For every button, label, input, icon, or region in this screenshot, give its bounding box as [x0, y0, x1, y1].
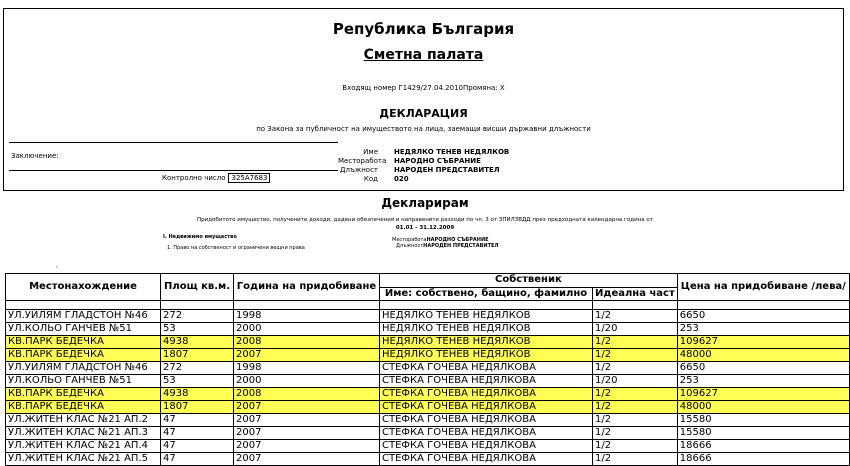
conclusion-field — [9, 142, 338, 171]
cell-share: 1/2 — [593, 453, 678, 466]
cell-price: 15580 — [677, 427, 849, 440]
cell-owner: СТЕФКА ГОЧЕВА НЕДЯЛКОВА — [380, 362, 593, 375]
cell-share: 1/2 — [593, 414, 678, 427]
col-header-price: Цена на придобиване /лева/ — [677, 274, 849, 301]
cell-area: 1807 — [161, 349, 234, 362]
cell-location: УЛ.КОЛЬО ГАНЧЕВ №51 — [6, 375, 161, 388]
cell-owner: НЕДЯЛКО ТЕНЕВ НЕДЯЛКОВ — [380, 323, 593, 336]
table-spacer-row — [6, 301, 850, 310]
cell-price: 48000 — [677, 401, 849, 414]
cell-area: 4938 — [161, 388, 234, 401]
table-row — [6, 427, 850, 440]
control-label: Контролно число — [162, 174, 226, 182]
cell-owner: СТЕФКА ГОЧЕВА НЕДЯЛКОВА — [380, 440, 593, 453]
real-estate-table — [5, 273, 850, 466]
cell-year: 2007 — [234, 453, 380, 466]
cell-owner: СТЕФКА ГОЧЕВА НЕДЯЛКОВА — [380, 388, 593, 401]
right-position — [396, 243, 499, 249]
declaration-title: ДЕКЛАРАЦИЯ — [379, 107, 468, 120]
cell-area: 272 — [161, 310, 234, 323]
cell-share: 1/2 — [593, 388, 678, 401]
table-row — [6, 323, 850, 336]
right-position-value: НАРОДЕН ПРЕДСТАВИТЕЛ — [423, 243, 499, 249]
col-header-location: Местонахождение — [6, 274, 161, 301]
cell-price: 48000 — [677, 349, 849, 362]
section-intro: Придобитото имущество, получените доходи, дадени обезпечения и направените разходи по чл. 3 от ЗПИЛЗВДД през предходната календарна година от — [197, 217, 653, 223]
cell-share: 1/20 — [593, 323, 678, 336]
cell-year: 1998 — [234, 310, 380, 323]
period: 01.01 - 31.12.2009 — [395, 225, 455, 231]
table-body — [6, 301, 850, 466]
cell-year: 2007 — [234, 440, 380, 453]
cell-price: 253 — [677, 323, 849, 336]
section-title: Декларирам — [381, 196, 469, 210]
col-header-share: Идеална част — [593, 287, 678, 301]
cell-year: 2007 — [234, 427, 380, 440]
cell-area: 53 — [161, 375, 234, 388]
cell-owner: СТЕФКА ГОЧЕВА НЕДЯЛКОВА — [380, 414, 593, 427]
table-row — [6, 362, 850, 375]
cell-owner: СТЕФКА ГОЧЕВА НЕДЯЛКОВА — [380, 375, 593, 388]
table-row — [6, 349, 850, 362]
cell-share: 1/2 — [593, 362, 678, 375]
table-row — [6, 440, 850, 453]
cell-year: 2000 — [234, 375, 380, 388]
right-position-label: Длъжност — [396, 243, 424, 249]
cell-area: 47 — [161, 427, 234, 440]
cell-area: 47 — [161, 453, 234, 466]
cell-location: КВ.ПАРК БЕДЕЧКА — [6, 336, 161, 349]
right-workplace-label: Месторабота — [392, 237, 427, 243]
cell-area: 53 — [161, 323, 234, 336]
cell-location: УЛ.УЙЛЯМ ГЛАДСТОН №46 — [6, 310, 161, 323]
cell-location: КВ.ПАРК БЕДЕЧКА — [6, 349, 161, 362]
cell-price: 18666 — [677, 453, 849, 466]
cell-price: 253 — [677, 375, 849, 388]
cell-price: 6650 — [677, 362, 849, 375]
cell-owner: НЕДЯЛКО ТЕНЕВ НЕДЯЛКОВ — [380, 349, 593, 362]
field-label-code: Код — [363, 175, 378, 183]
cell-area: 4938 — [161, 336, 234, 349]
field-value-position: НАРОДЕН ПРЕДСТАВИТЕЛ — [394, 166, 500, 174]
cell-price: 18666 — [677, 440, 849, 453]
cell-location: УЛ.УЙЛЯМ ГЛАДСТОН №46 — [6, 362, 161, 375]
conclusion-label: Заключение: — [11, 152, 59, 160]
cell-year: 1998 — [234, 362, 380, 375]
country-title: Република България — [332, 20, 515, 38]
table-row — [6, 414, 850, 427]
table-row — [6, 453, 850, 466]
cell-owner: НЕДЯЛКО ТЕНЕВ НЕДЯЛКОВ — [380, 310, 593, 323]
cell-year: 2007 — [234, 414, 380, 427]
table-row — [6, 388, 850, 401]
cell-price: 15580 — [677, 414, 849, 427]
section-subitem-ownership: 1. Право на собственост и ограничени вещни права — [167, 245, 305, 251]
control-number — [162, 173, 270, 183]
table-row — [6, 401, 850, 414]
right-workplace-value: НАРОДНО СЪБРАНИЕ — [426, 237, 489, 243]
cell-share: 1/2 — [593, 336, 678, 349]
law-reference: по Закона за публичност на имуществото на лица, заемащи висши държавни длъжности — [256, 125, 591, 133]
cell-price: 6650 — [677, 310, 849, 323]
field-label-workplace: Месторабота — [338, 157, 387, 165]
field-value-workplace: НАРОДНО СЪБРАНИЕ — [394, 157, 481, 165]
table-row — [6, 336, 850, 349]
cell-location: УЛ.ЖИТЕН КЛАС №21 АП.3 — [6, 427, 161, 440]
col-header-year: Година на придобиване — [234, 274, 380, 301]
field-value-name: НЕДЯЛКО ТЕНЕВ НЕДЯЛКОВ — [394, 148, 510, 156]
cell-year: 2000 — [234, 323, 380, 336]
col-header-owner-name: Име: собствено, бащино, фамилно — [380, 287, 593, 301]
cell-owner: СТЕФКА ГОЧЕВА НЕДЯЛКОВА — [380, 401, 593, 414]
col-header-owner: Собственик — [380, 274, 678, 288]
cell-price: 109627 — [677, 336, 849, 349]
cell-area: 47 — [161, 414, 234, 427]
table-row — [6, 310, 850, 323]
cell-share: 1/2 — [593, 440, 678, 453]
cell-share: 1/2 — [593, 310, 678, 323]
cell-price: 109627 — [677, 388, 849, 401]
control-value: 325A7683 — [228, 173, 270, 183]
field-value-code: 020 — [394, 175, 409, 183]
cell-year: 2007 — [234, 349, 380, 362]
cell-year: 2007 — [234, 401, 380, 414]
cell-area: 272 — [161, 362, 234, 375]
cell-share: 1/2 — [593, 349, 678, 362]
cell-share: 1/20 — [593, 375, 678, 388]
field-label-position: Длъжност — [340, 166, 378, 174]
cell-owner: СТЕФКА ГОЧЕВА НЕДЯЛКОВА — [380, 453, 593, 466]
tick-mark: ' — [56, 266, 58, 272]
col-header-area: Площ кв.м. — [161, 274, 234, 301]
table-row — [6, 375, 850, 388]
cell-location: КВ.ПАРК БЕДЕЧКА — [6, 388, 161, 401]
section-item-real-estate: I. Недвижимо имущество — [163, 234, 237, 240]
cell-share: 1/2 — [593, 427, 678, 440]
cell-area: 47 — [161, 440, 234, 453]
cell-location: УЛ.ЖИТЕН КЛАС №21 АП.4 — [6, 440, 161, 453]
cell-share: 1/2 — [593, 401, 678, 414]
cell-location: УЛ.ЖИТЕН КЛАС №21 АП.2 — [6, 414, 161, 427]
cell-owner: НЕДЯЛКО ТЕНЕВ НЕДЯЛКОВ — [380, 336, 593, 349]
cell-location: УЛ.ЖИТЕН КЛАС №21 АП.5 — [6, 453, 161, 466]
field-label-name: Име — [363, 148, 378, 156]
cell-year: 2008 — [234, 388, 380, 401]
cell-location: УЛ.КОЛЬО ГАНЧЕВ №51 — [6, 323, 161, 336]
cell-area: 1807 — [161, 401, 234, 414]
cell-year: 2008 — [234, 336, 380, 349]
institution-title: Сметна палата — [363, 47, 484, 63]
cell-owner: СТЕФКА ГОЧЕВА НЕДЯЛКОВА — [380, 427, 593, 440]
cell-location: КВ.ПАРК БЕДЕЧКА — [6, 401, 161, 414]
incoming-number: Входящ номер Г1429/27.04.2010Промяна: X — [342, 84, 505, 92]
